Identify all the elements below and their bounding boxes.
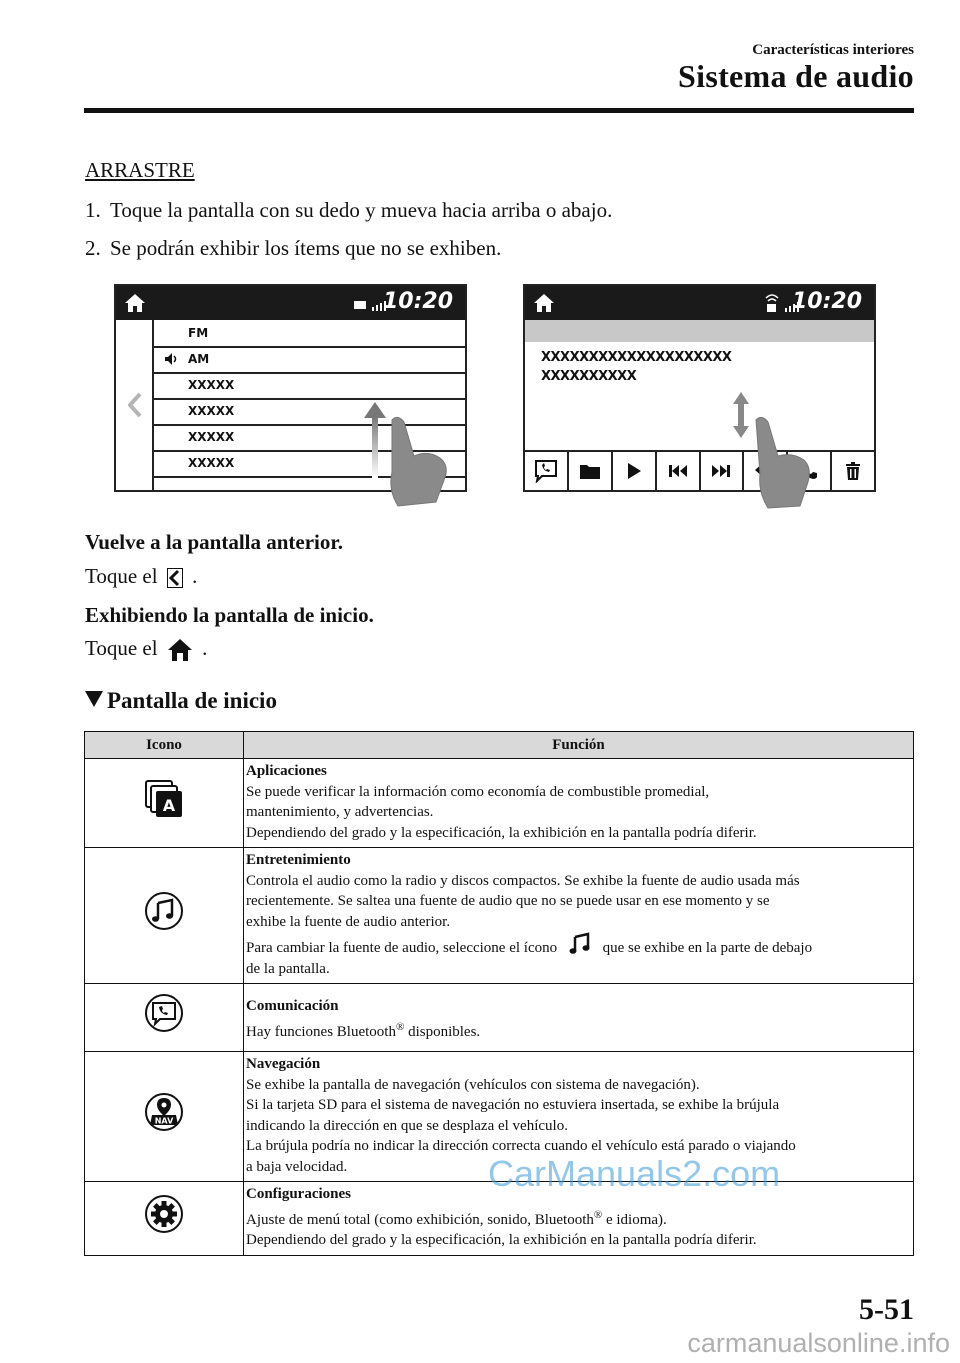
step-text: Toque la pantalla con su dedo y mueva hacia arriba o abajo. bbox=[110, 198, 613, 222]
phone-chat-icon bbox=[533, 459, 559, 483]
list-item[interactable]: XXXXX bbox=[154, 398, 465, 426]
chapter-title: Sistema de audio bbox=[678, 58, 914, 94]
back-heading: Vuelve a la pantalla anterior. bbox=[85, 530, 344, 554]
play-button[interactable] bbox=[613, 452, 657, 490]
section-title: ARRASTRE bbox=[85, 158, 195, 182]
previous-button[interactable] bbox=[657, 452, 701, 490]
message-header-band bbox=[525, 320, 874, 342]
chapter-subtitle: Características interiores bbox=[752, 42, 914, 58]
screen-status-bar bbox=[525, 286, 874, 320]
music-note-icon bbox=[144, 891, 184, 931]
back-chevron-icon[interactable] bbox=[128, 392, 142, 418]
home-heading: Exhibiendo la pantalla de inicio. bbox=[85, 603, 374, 627]
folder-button[interactable] bbox=[569, 452, 613, 490]
column-header-icon: Icono bbox=[85, 732, 244, 759]
function-cell: Configuraciones Ajuste de menú total (como exhibición, sonido, Bluetooth® e idioma). Dependiendo del grado y la especificación, la exhibición en la pantalla podría diferir. bbox=[244, 1182, 914, 1256]
table-row bbox=[85, 759, 914, 848]
function-cell: Entretenimiento Controla el audio como la radio y discos compactos. Se exhibe la fuente de audio usada más recientemente. Se saltea una fuente de audio que no se puede usar en ese momento y se exhibe la fuente de audio anterior. Para cambiar la fuente de audio, seleccione el ícono que se exhibe en la parte de debajo de la pantalla. bbox=[244, 848, 914, 984]
play-icon bbox=[626, 462, 642, 480]
table-header-row bbox=[85, 732, 914, 759]
folder-icon bbox=[579, 462, 601, 480]
home-icon bbox=[124, 293, 146, 313]
music-note-icon bbox=[569, 932, 591, 954]
applications-icon bbox=[144, 779, 184, 819]
step-1 bbox=[85, 198, 612, 223]
step-number: 2. bbox=[85, 236, 101, 260]
step-number: 1. bbox=[85, 198, 101, 222]
header-divider bbox=[84, 108, 914, 113]
drag-hand-icon bbox=[358, 398, 458, 508]
function-cell: Navegación Se exhibe la pantalla de navegación (vehículos con sistema de navegación). Si la tarjeta SD para el sistema de navegación no estuviera insertada, se exhibe la brújula indicando la dirección en que se desplaza el vehículo. La brújula podría no indicar la dirección correcta cuando el vehículo está parado o viajando a baja velocidad. bbox=[244, 1052, 914, 1182]
step-text: Se podrán exhibir los ítems que no se exhiben. bbox=[110, 236, 502, 260]
page-number: 5-51 bbox=[859, 1293, 914, 1326]
clock-display: 10:20 bbox=[791, 289, 862, 314]
screen-status-bar bbox=[116, 286, 465, 320]
home-icon bbox=[533, 293, 555, 313]
watermark-carmanualsonline: carmanualsonline.info bbox=[687, 1328, 950, 1358]
call-log-button[interactable] bbox=[525, 452, 569, 490]
communication-icon bbox=[144, 993, 184, 1033]
back-button-icon bbox=[167, 568, 183, 588]
icon-cell bbox=[85, 984, 244, 1052]
drag-hand-icon bbox=[750, 410, 820, 510]
next-button[interactable] bbox=[701, 452, 745, 490]
icon-cell bbox=[85, 848, 244, 984]
table-row bbox=[85, 984, 914, 1052]
triangle-bullet-icon bbox=[85, 691, 103, 707]
back-instruction: Toque el . bbox=[85, 564, 198, 588]
home-icon bbox=[167, 638, 193, 662]
speaker-icon bbox=[164, 352, 180, 366]
home-instruction: Toque el . bbox=[85, 636, 207, 662]
nav-label: NAV bbox=[154, 1116, 174, 1126]
clock-display: 10:20 bbox=[382, 289, 453, 314]
column-header-function: Función bbox=[244, 732, 914, 759]
function-cell: Aplicaciones Se puede verificar la información como economía de combustible promedial, mantenimiento, y advertencias. Dependiendo del grado y la especificación, la exhibición en la pantalla podría diferir. bbox=[244, 759, 914, 848]
icon-cell bbox=[85, 1182, 244, 1256]
step-2 bbox=[85, 236, 501, 261]
icon-cell bbox=[85, 759, 244, 848]
icon-cell bbox=[85, 1052, 244, 1182]
trash-icon bbox=[845, 461, 861, 481]
skip-forward-icon bbox=[711, 464, 731, 478]
watermark-carmanuals2: CarManuals2.com bbox=[488, 1153, 781, 1194]
list-item[interactable]: XXXXX bbox=[154, 450, 465, 478]
table-row bbox=[85, 848, 914, 984]
skip-back-icon bbox=[668, 464, 688, 478]
settings-gear-icon bbox=[144, 1194, 184, 1234]
subsection-title: Pantalla de inicio bbox=[85, 688, 277, 714]
list-item[interactable]: XXXXX bbox=[154, 372, 465, 400]
list-item[interactable]: AM bbox=[154, 346, 465, 374]
up-down-arrow-icon bbox=[731, 392, 751, 438]
screen-illustration-message bbox=[523, 284, 876, 492]
svg-text:A: A bbox=[162, 795, 176, 815]
function-cell: Comunicación Hay funciones Bluetooth® disponibles. bbox=[244, 984, 914, 1052]
list-item[interactable]: FM bbox=[154, 320, 465, 348]
delete-button[interactable] bbox=[832, 452, 874, 490]
message-line: XXXXXXXXXXXXXXXXXXXX bbox=[541, 350, 732, 365]
navigation-icon bbox=[144, 1092, 184, 1132]
list-item[interactable]: XXXXX bbox=[154, 424, 465, 452]
message-line: XXXXXXXXXX bbox=[541, 369, 637, 384]
control-bar bbox=[525, 450, 874, 490]
